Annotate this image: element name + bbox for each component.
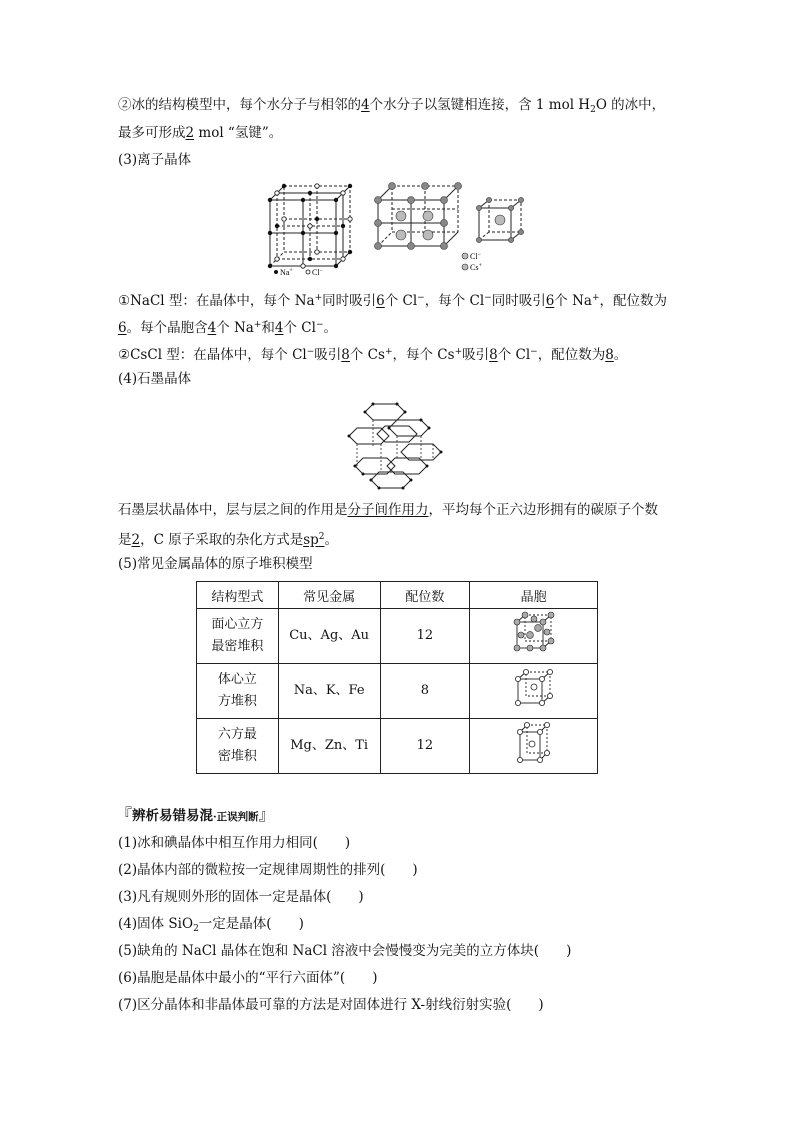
judge-item-4: (4)固体 SiO$_2$一定是晶体( ): [118, 916, 304, 934]
judge-item-1: (1)冰和碘晶体中相互作用力相同( ): [118, 835, 351, 851]
header-structure: 结构型式: [197, 582, 279, 609]
judge-item-2: (2)晶体内部的微粒按一定规律周期性的排列( ): [118, 862, 418, 878]
metal-heading: (5)常见金属晶体的原子堆积模型: [118, 556, 313, 572]
graphite-line-1: 石墨层状晶体中，层与层之间的作用是分子间作用力，平均每个正六边形拥有的碳原子个数: [118, 502, 658, 518]
bcc-cell-figure: [470, 664, 598, 719]
ionic-crystal-figure: [264, 180, 534, 280]
structure-cell: 面心立方 最密堆积: [197, 609, 279, 664]
table-row: [197, 664, 598, 719]
na-label: Na+: [280, 268, 293, 277]
metal-stacking-table: [196, 581, 598, 774]
fcc-cell-figure: [470, 609, 598, 664]
cl-label-2: Cl−: [470, 252, 481, 261]
cscl-line: ②CsCl 型：在晶体中，每个 Cl−吸引8个 Cs+，每个 Cs+吸引8个 Cl−，配位数为8。: [118, 347, 628, 363]
judge-section-tag: 『辨析易错易混·正误判断』: [116, 805, 275, 824]
ionic-heading: (3)离子晶体: [118, 152, 192, 168]
table-row: [197, 609, 598, 664]
graphite-line-2: 是2，C 原子采取的杂化方式是$sp^2$。: [118, 532, 339, 548]
coordination-cell: 12: [380, 719, 470, 774]
cs-label: Cs+: [470, 263, 482, 272]
structure-cell: 体心立 方堆积: [197, 664, 279, 719]
table-header-row: [197, 582, 598, 609]
table-row: [197, 719, 598, 774]
nacl-line-1: ①NaCl 型：在晶体中，每个 Na+同时吸引6个 Cl−，每个 Cl−同时吸引6个 Na+，配位数为: [118, 293, 667, 309]
nacl-line-2: 6。每个晶胞含4个 Na+和4个 Cl−。: [118, 320, 337, 336]
graphite-heading: (4)石墨晶体: [118, 371, 192, 387]
structure-cell: 六方最 密堆积: [197, 719, 279, 774]
hcp-cell-figure: [470, 719, 598, 774]
header-coordination: 配位数: [380, 582, 470, 609]
graphite-figure: [343, 398, 463, 492]
metals-cell: Na、K、Fe: [278, 664, 380, 719]
cl-label: Cl−: [312, 268, 323, 277]
coordination-cell: 8: [380, 664, 470, 719]
ice-line-1: ②冰的结构模型中，每个水分子与相邻的4个水分子以氢键相连接，含 1 mol $H_2O$ 的冰中，: [118, 97, 666, 115]
judge-item-5: (5)缺角的 NaCl 晶体在饱和 NaCl 溶液中会慢慢变为完美的立方体块( ): [118, 943, 572, 959]
judge-item-7: (7)区分晶体和非晶体最可靠的方法是对固体进行 X-射线衍射实验( ): [118, 997, 544, 1013]
header-cell: 晶胞: [470, 582, 598, 609]
header-metals: 常见金属: [278, 582, 380, 609]
metals-cell: Mg、Zn、Ti: [278, 719, 380, 774]
coordination-cell: 12: [380, 609, 470, 664]
metals-cell: Cu、Ag、Au: [278, 609, 380, 664]
judge-item-6: (6)晶胞是晶体中最小的“平行六面体”( ): [118, 970, 378, 986]
ice-line-2: 最多可形成2 mol “氢键”。: [118, 125, 283, 141]
judge-item-3: (3)凡有规则外形的固体一定是晶体( ): [118, 889, 364, 905]
